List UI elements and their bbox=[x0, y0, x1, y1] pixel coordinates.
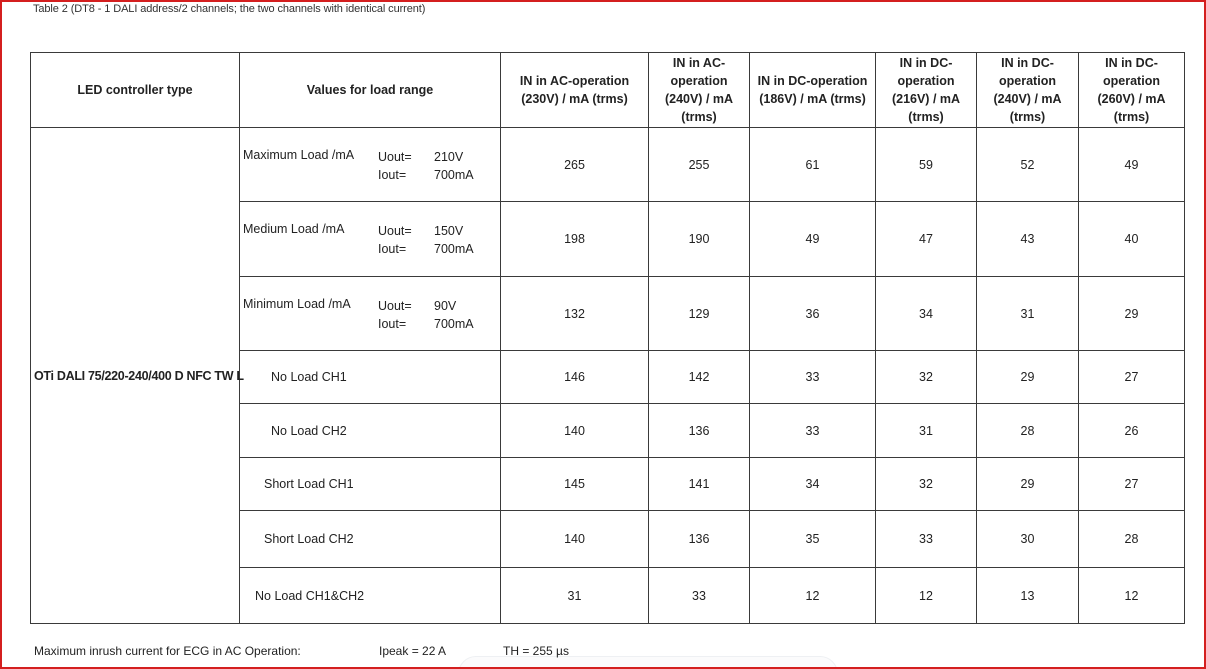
value-cell: 33 bbox=[750, 351, 876, 404]
header-line: operation bbox=[897, 74, 955, 88]
load-range-cell bbox=[240, 128, 501, 202]
value-cell: 43 bbox=[977, 202, 1079, 277]
value-cell: 12 bbox=[1079, 568, 1185, 624]
value-cell: 142 bbox=[649, 351, 750, 404]
value-cell: 49 bbox=[1079, 128, 1185, 202]
load-range-cell bbox=[240, 202, 501, 277]
value-cell: 31 bbox=[501, 568, 649, 624]
header-row bbox=[31, 53, 1185, 128]
value-cell: 140 bbox=[501, 511, 649, 568]
value-cell: 129 bbox=[649, 277, 750, 351]
value-cell: 61 bbox=[750, 128, 876, 202]
header-load-range: Values for load range bbox=[240, 53, 501, 128]
iout-label: Iout= bbox=[378, 242, 407, 256]
uout-label: Uout= bbox=[378, 224, 412, 238]
iout-value: 700mA bbox=[434, 242, 474, 256]
value-cell: 34 bbox=[876, 277, 977, 351]
load-params bbox=[378, 222, 474, 258]
value-cell: 265 bbox=[501, 128, 649, 202]
value-cell: 132 bbox=[501, 277, 649, 351]
header-dc-216v bbox=[876, 53, 977, 128]
uout-value: 90V bbox=[434, 299, 457, 313]
current-spec-table bbox=[30, 52, 1185, 624]
value-cell: 12 bbox=[750, 568, 876, 624]
header-line: IN in DC- bbox=[1001, 56, 1054, 70]
header-dc-240v bbox=[977, 53, 1079, 128]
load-label: Minimum Load /mA bbox=[243, 297, 351, 311]
value-cell: 33 bbox=[750, 404, 876, 458]
load-range-cell: No Load CH2 bbox=[240, 404, 501, 458]
value-cell: 52 bbox=[977, 128, 1079, 202]
header-dc-186v bbox=[750, 53, 876, 128]
value-cell: 36 bbox=[750, 277, 876, 351]
load-range-cell: No Load CH1&CH2 bbox=[240, 568, 501, 624]
header-line: (230V) / mA (trms) bbox=[521, 92, 628, 106]
ipeak-value: Ipeak = 22 A bbox=[379, 644, 447, 658]
value-cell: 136 bbox=[649, 511, 750, 568]
value-cell: 255 bbox=[649, 128, 750, 202]
value-cell: 140 bbox=[501, 404, 649, 458]
value-cell: 33 bbox=[876, 511, 977, 568]
header-dc-260v bbox=[1079, 53, 1185, 128]
header-line: (216V) / mA bbox=[891, 92, 961, 106]
value-cell: 12 bbox=[876, 568, 977, 624]
load-label: Maximum Load /mA bbox=[243, 148, 355, 162]
value-cell: 59 bbox=[876, 128, 977, 202]
value-cell: 32 bbox=[876, 351, 977, 404]
header-line: IN in DC- bbox=[1105, 56, 1158, 70]
header-line: IN in AC- bbox=[672, 56, 726, 70]
value-cell: 29 bbox=[977, 351, 1079, 404]
value-cell: 27 bbox=[1079, 351, 1185, 404]
header-line: IN in DC-operation bbox=[757, 74, 868, 88]
load-range-cell bbox=[240, 277, 501, 351]
value-cell: 31 bbox=[876, 404, 977, 458]
header-line: (trms) bbox=[1113, 110, 1150, 124]
value-cell: 33 bbox=[649, 568, 750, 624]
value-cell: 49 bbox=[750, 202, 876, 277]
header-line: IN in DC- bbox=[899, 56, 953, 70]
header-line: (240V) / mA bbox=[664, 92, 734, 106]
load-range-cell: No Load CH1 bbox=[240, 351, 501, 404]
value-cell: 26 bbox=[1079, 404, 1185, 458]
value-cell: 13 bbox=[977, 568, 1079, 624]
iout-value: 700mA bbox=[434, 317, 474, 331]
header-line: (trms) bbox=[681, 110, 717, 124]
header-ac-240v bbox=[649, 53, 750, 128]
value-cell: 30 bbox=[977, 511, 1079, 568]
value-cell: 145 bbox=[501, 458, 649, 511]
value-cell: 28 bbox=[977, 404, 1079, 458]
header-line: (260V) / mA bbox=[1097, 92, 1166, 106]
header-line: (trms) bbox=[1009, 110, 1046, 124]
value-cell: 141 bbox=[649, 458, 750, 511]
header-line: (trms) bbox=[908, 110, 944, 124]
iout-label: Iout= bbox=[378, 317, 407, 331]
header-line: (240V) / mA bbox=[993, 92, 1062, 106]
load-label: Medium Load /mA bbox=[243, 222, 345, 236]
uout-value: 210V bbox=[434, 150, 464, 164]
header-line: operation bbox=[999, 74, 1056, 88]
iout-label: Iout= bbox=[378, 168, 407, 182]
controller-type-cell: OTi DALI 75/220-240/400 D NFC TW L bbox=[31, 128, 240, 624]
load-range-cell: Short Load CH1 bbox=[240, 458, 501, 511]
header-ac-230v bbox=[501, 53, 649, 128]
header-controller-type: LED controller type bbox=[31, 53, 240, 128]
value-cell: 27 bbox=[1079, 458, 1185, 511]
value-cell: 190 bbox=[649, 202, 750, 277]
uout-value: 150V bbox=[434, 224, 464, 238]
value-cell: 34 bbox=[750, 458, 876, 511]
th-value: TH = 255 µs bbox=[503, 644, 569, 658]
inrush-label: Maximum inrush current for ECG in AC Operation: bbox=[34, 644, 301, 658]
value-cell: 146 bbox=[501, 351, 649, 404]
value-cell: 47 bbox=[876, 202, 977, 277]
value-cell: 28 bbox=[1079, 511, 1185, 568]
iout-value: 700mA bbox=[434, 168, 474, 182]
uout-label: Uout= bbox=[378, 299, 412, 313]
header-line: (186V) / mA (trms) bbox=[759, 92, 866, 106]
load-params bbox=[378, 148, 474, 184]
header-line: IN in AC-operation bbox=[519, 74, 630, 88]
table-row bbox=[31, 128, 1185, 202]
value-cell: 29 bbox=[1079, 277, 1185, 351]
load-params bbox=[378, 297, 474, 333]
value-cell: 35 bbox=[750, 511, 876, 568]
value-cell: 29 bbox=[977, 458, 1079, 511]
load-range-cell: Short Load CH2 bbox=[240, 511, 501, 568]
table-caption: Table 2 (DT8 - 1 DALI address/2 channels; the two channels with identical current) bbox=[33, 3, 426, 15]
value-cell: 198 bbox=[501, 202, 649, 277]
value-cell: 31 bbox=[977, 277, 1079, 351]
header-line: operation bbox=[1103, 74, 1160, 88]
header-line: operation bbox=[670, 74, 728, 88]
value-cell: 40 bbox=[1079, 202, 1185, 277]
value-cell: 136 bbox=[649, 404, 750, 458]
uout-label: Uout= bbox=[378, 150, 412, 164]
value-cell: 32 bbox=[876, 458, 977, 511]
